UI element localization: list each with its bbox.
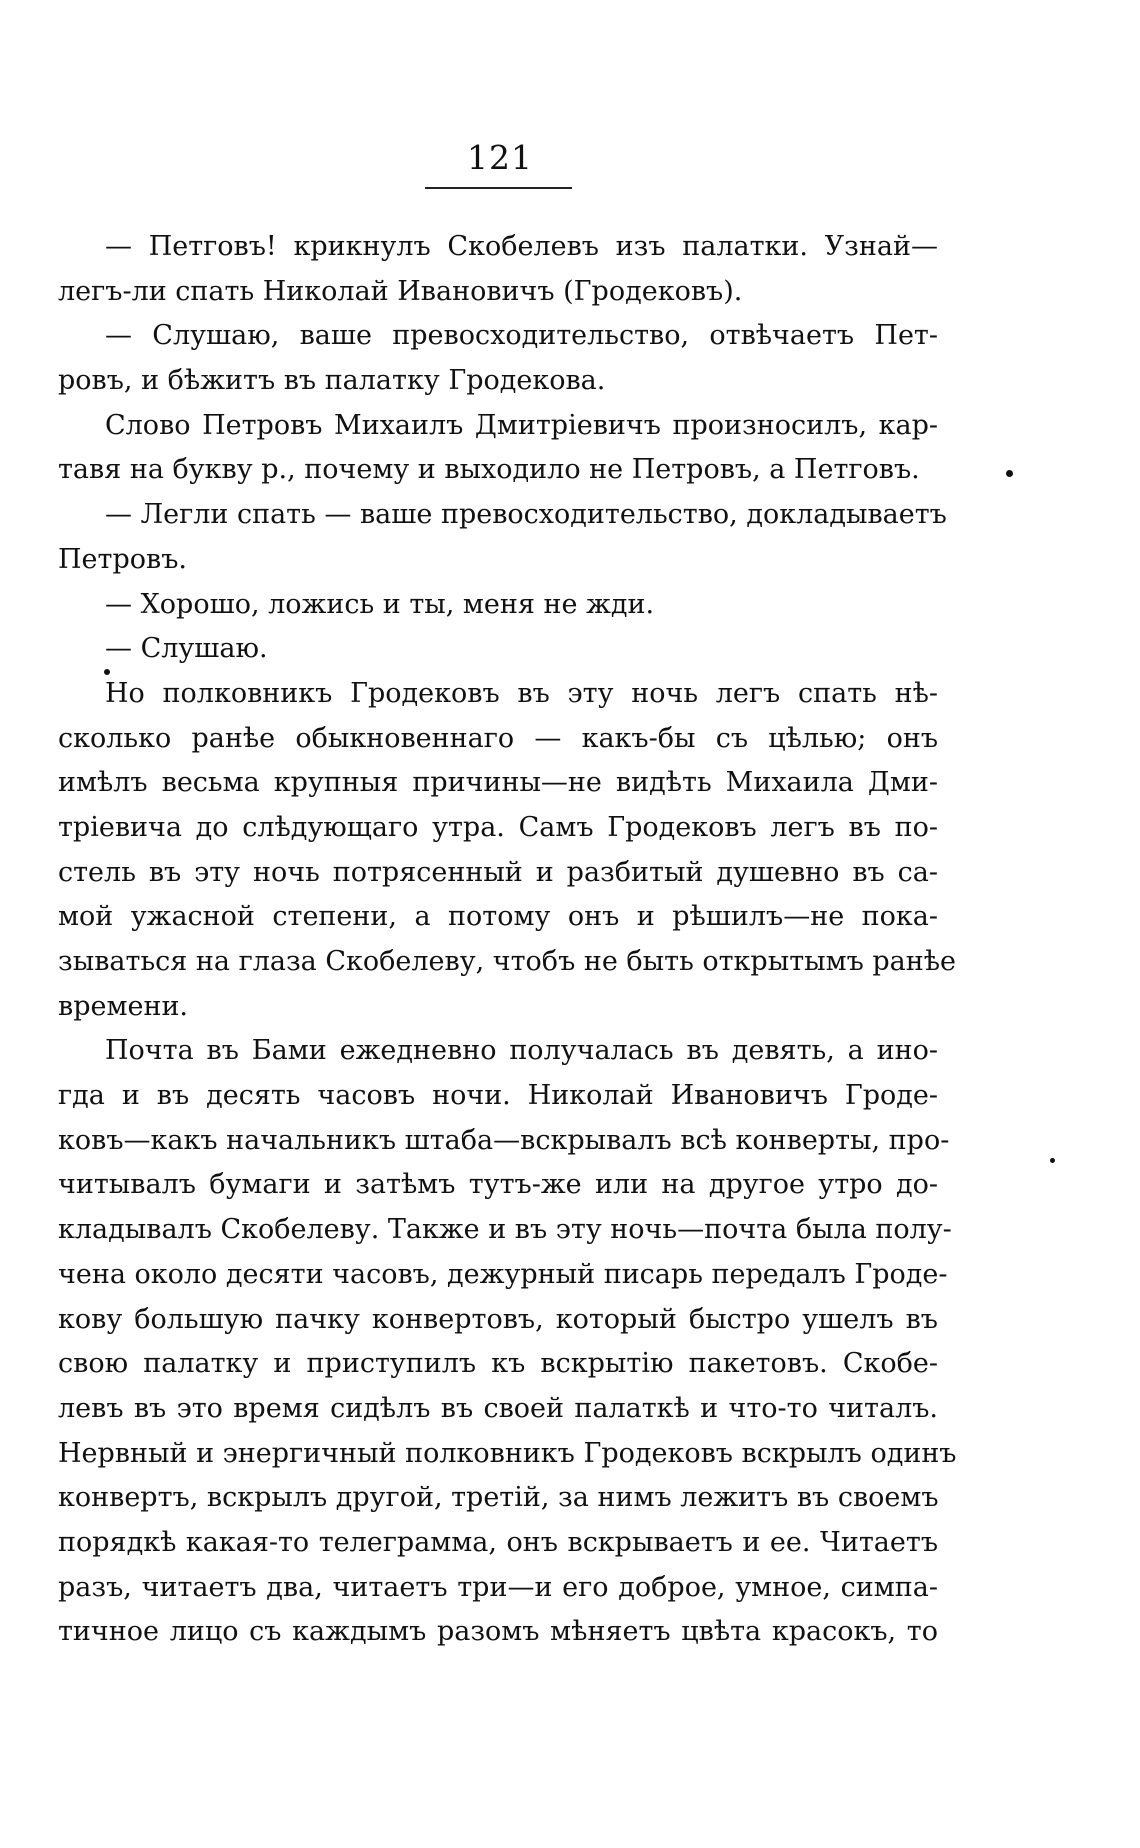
text-line: Нервный и энергичный полковникъ Гродековъ вскрылъ одинъ [58, 1437, 957, 1469]
text-line: — Хорошо, ложись и ты, меня не жди. [105, 588, 655, 620]
text-line: легъ-ли спать Николай Ивановичъ (Гродековъ). [58, 275, 743, 307]
text-line: тавя на букву р., почему и выходило не Петровъ, а Петговъ. [58, 454, 920, 486]
text-line: тріевича до слѣдующаго утра. Самъ Гродековъ легъ въ по- [58, 811, 938, 843]
text-line: имѣлъ весьма крупныя причины—не видѣть Михаила Дми- [58, 767, 938, 799]
ink-speck [1006, 470, 1013, 477]
text-line: Слово Петровъ Михаилъ Дмитріевичъ произносилъ, кар- [105, 409, 938, 441]
text-line: гда и въ десять часовъ ночи. Николай Ивановичъ Гроде- [58, 1080, 938, 1112]
text-line: времени. [58, 990, 189, 1022]
text-line: — Легли спать — ваше превосходительство, докладываетъ [105, 499, 947, 531]
text-line: Петровъ. [58, 543, 187, 575]
text-line: разъ, читаетъ два, читаетъ три—и его доброе, умное, симпа- [58, 1571, 938, 1603]
body-text [58, 225, 957, 1655]
text-line: чена около десяти часовъ, дежурный писарь передалъ Гроде- [58, 1258, 948, 1290]
text-line: тичное лицо съ каждымъ разомъ мѣняетъ цвѣта красокъ, то [58, 1616, 938, 1648]
text-line: — Слушаю. [105, 633, 268, 665]
text-line: ровъ, и бѣжитъ въ палатку Гродекова. [58, 365, 606, 397]
text-line: зываться на глаза Скобелеву, чтобъ не быть открытымъ ранѣе [58, 946, 957, 977]
text-line: левъ въ это время сидѣлъ въ своей палаткѣ и что-то читалъ. [58, 1392, 938, 1424]
page-number: 121 [467, 138, 533, 177]
text-line: Но полковникъ Гродековъ въ эту ночь легъ спать нѣ- [105, 677, 938, 709]
text-line: свою палатку и приступилъ къ вскрытію пакетовъ. Скобе- [58, 1348, 938, 1380]
text-line: — Петговъ! крикнулъ Скобелевъ изъ палатки. Узнай— [105, 231, 938, 262]
text-line: стель въ эту ночь потрясенный и разбитый душевно въ са- [58, 856, 938, 888]
text-line: мой ужасной степени, а потому онъ и рѣшилъ—не пока- [58, 901, 938, 933]
ink-speck [104, 669, 110, 675]
text-line: кову большую пачку конвертовъ, который быстро ушелъ въ [58, 1303, 938, 1335]
text-line: — Слушаю, ваше превосходительство, отвѣчаетъ Пет- [105, 320, 938, 352]
text-line: сколько ранѣе обыкновеннаго — какъ-бы съ цѣлью; онъ [58, 722, 938, 754]
page-number-rule [425, 187, 572, 189]
text-line: порядкѣ какая-то телеграмма, онъ вскрываетъ и ее. Читаетъ [58, 1526, 938, 1558]
text-line: конвертъ, вскрылъ другой, третій, за нимъ лежитъ въ своемъ [58, 1482, 939, 1514]
ink-speck [1050, 1158, 1055, 1163]
text-line: читывалъ бумаги и затѣмъ тутъ-же или на другое утро до- [58, 1169, 938, 1201]
text-line: ковъ—какъ начальникъ штаба—вскрывалъ всѣ конверты, про- [58, 1124, 950, 1156]
text-line: Почта въ Бами ежедневно получалась въ девять, а ино- [105, 1035, 938, 1067]
text-line: кладывалъ Скобелеву. Также и въ эту ночь—почта была полу- [58, 1214, 952, 1246]
